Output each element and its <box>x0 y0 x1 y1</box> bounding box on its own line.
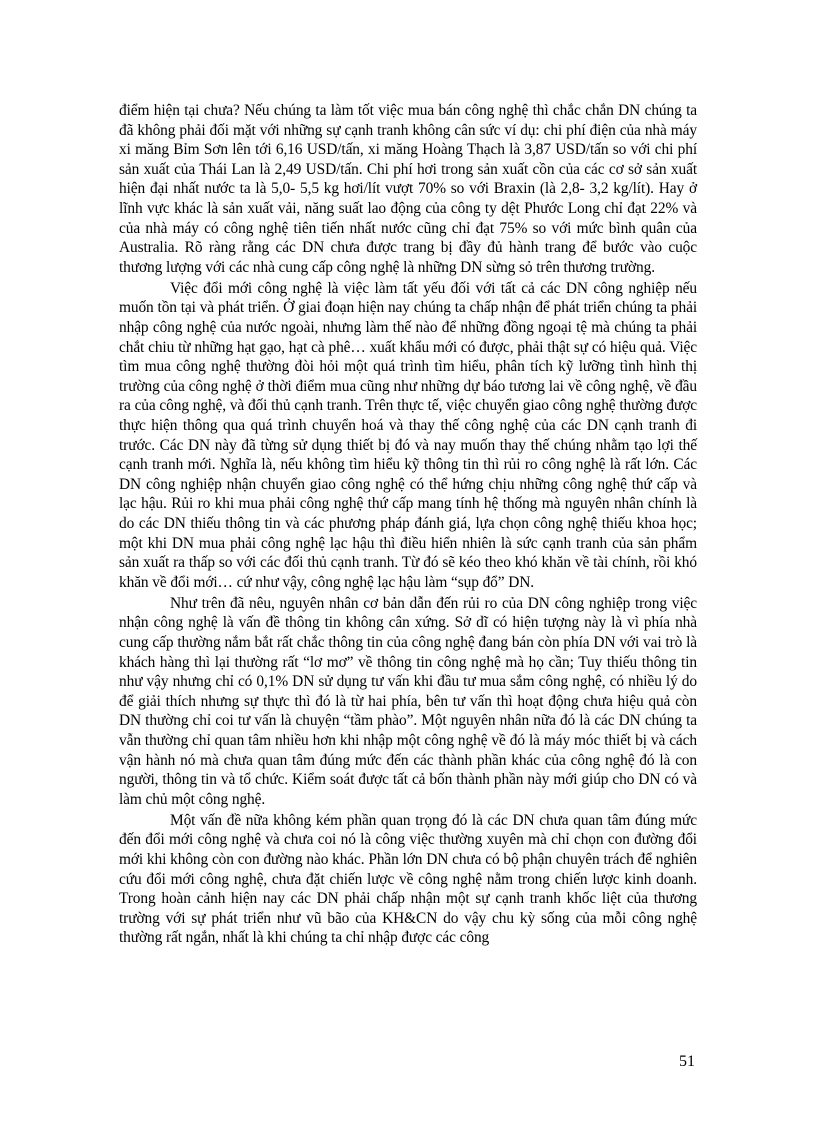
page-body <box>119 101 697 948</box>
page-number: 51 <box>679 1053 695 1070</box>
paragraph-1: điểm hiện tại chưa? Nếu chúng ta làm tốt việc mua bán công nghệ thì chắc chắn DN chúng ta đã không phải đối mặt với những sự cạnh tranh không cân sức ví dụ: chi phí điện của nhà máy xi măng Bỉm Sơn lên tới 6,16 USD/tấn, xi măng Hoàng Thạch là 3,87 USD/tấn so với chi phí sản xuất của Thái Lan là 2,49 USD/tấn. Chi phí hơi trong sản xuất cồn của các cơ sở sản xuất hiện đại nhất nước ta là 5,0- 5,5 kg hơi/lít vượt 70% so với Braxin (là 2,8- 3,2 kg/lít). Hay ở lĩnh vực khác là sản xuất vải, năng suất lao động của công ty dệt Phước Long chỉ đạt 22% và của nhà máy có công nghệ tiên tiến nhất nước cũng chỉ đạt 75% so với mức bình quân của Australia. Rõ ràng rằng các DN chưa được trang bị đầy đủ hành trang để bước vào cuộc thương lượng với các nhà cung cấp công nghệ là những DN sừng sỏ trên thương trường. <box>119 102 697 276</box>
paragraph-3: Như trên đã nêu, nguyên nhân cơ bản dẫn đến rủi ro của DN công nghiệp trong việc nhận công nghệ là vấn đề thông tin không cân xứng. Sở dĩ có hiện tượng này là vì phía nhà cung cấp thường nắm bắt rất chắc thông tin của công nghệ đang bán còn phía DN với vai trò là khách hàng thì lại thường rất “lơ mơ” về thông tin công nghệ mà họ cần; Tuy thiếu thông tin như vậy nhưng chỉ có 0,1% DN sử dụng tư vấn khi đầu tư mua sắm công nghệ, có nhiều lý do để giải thích nhưng sự thực thì đó là từ hai phía, bên tư vấn thì hoạt động chưa hiệu quả còn DN thường chỉ coi tư vấn là chuyện “tầm phào”. Một nguyên nhân nữa đó là các DN chúng ta vẫn thường chỉ quan tâm nhiều hơn khi nhập một công nghệ về đó là máy móc thiết bị và cách vận hành nó mà chưa quan tâm đúng mức đến các thành phần khác của công nghệ đó là con người, thông tin và tổ chức. Kiểm soát được tất cả bốn thành phần này mới giúp cho DN có và làm chủ một công nghệ. <box>119 594 697 808</box>
paragraph-2: Việc đổi mới công nghệ là việc làm tất yếu đối với tất cả các DN công nghiệp nếu muốn tồn tại và phát triển. Ở giai đoạn hiện nay chúng ta chấp nhận để phát triển chúng ta phải nhập công nghệ của nước ngoài, nhưng làm thế nào để những đồng ngoại tệ mà chúng ta phải chắt chiu từ những hạt gạo, hạt cà phê… xuất khẩu mới có được, phải thật sự có hiệu quả. Việc tìm mua công nghệ thường đòi hỏi một quá trình tìm hiểu, phân tích kỹ lưỡng tình hình thị trường của công nghệ ở thời điểm mua cũng như những dự báo tương lai về công nghệ, về đầu ra của công nghệ, và đối thủ cạnh tranh. Trên thực tế, việc chuyển giao công nghệ thường được thực hiện thông qua quá trình chuyển hoá và thay thế công nghệ của các DN cạnh tranh đi trước. Các DN này đã từng sử dụng thiết bị đó và nay muốn thay thế chúng nhằm tạo lợi thế cạnh tranh mới. Nghĩa là, nếu không tìm hiểu kỹ thông tin thì rủi ro công nghệ là rất lớn. Các DN công nghiệp nhận chuyển giao công nghệ có thể hứng chịu những công nghệ thứ cấp và lạc hậu. Rủi ro khi mua phải công nghệ thứ cấp mang tính hệ thống mà nguyên nhân chính là do các DN thiếu thông tin và các phương pháp đánh giá, lựa chọn công nghệ thiếu khoa học; một khi DN mua phải công nghệ lạc hậu thì điều hiển nhiên là sức cạnh tranh của sản phẩm sản xuất ra thấp so với các đối thủ cạnh tranh. Từ đó sẽ kéo theo khó khăn về tài chính, rồi khó khăn về đổi mới… cứ như vậy, công nghệ lạc hậu làm “sụp đổ” DN. <box>119 279 697 591</box>
paragraph-4: Một vấn đề nữa không kém phần quan trọng đó là các DN chưa quan tâm đúng mức đến đổi mới công nghệ và chưa coi nó là công việc thường xuyên mà chỉ chọn con đường đổi mới khi không còn con đường nào khác. Phần lớn DN chưa có bộ phận chuyên trách để nghiên cứu đổi mới công nghệ, chưa đặt chiến lược về công nghệ nằm trong chiến lược kinh doanh. Trong hoàn cảnh hiện nay các DN phải chấp nhận một sự cạnh tranh khốc liệt của thương trường với sự phát triển như vũ bão của KH&CN do vậy chu kỳ sống của mỗi công nghệ thường rất ngắn, nhất là khi chúng ta chỉ nhập được các công <box>119 811 697 947</box>
